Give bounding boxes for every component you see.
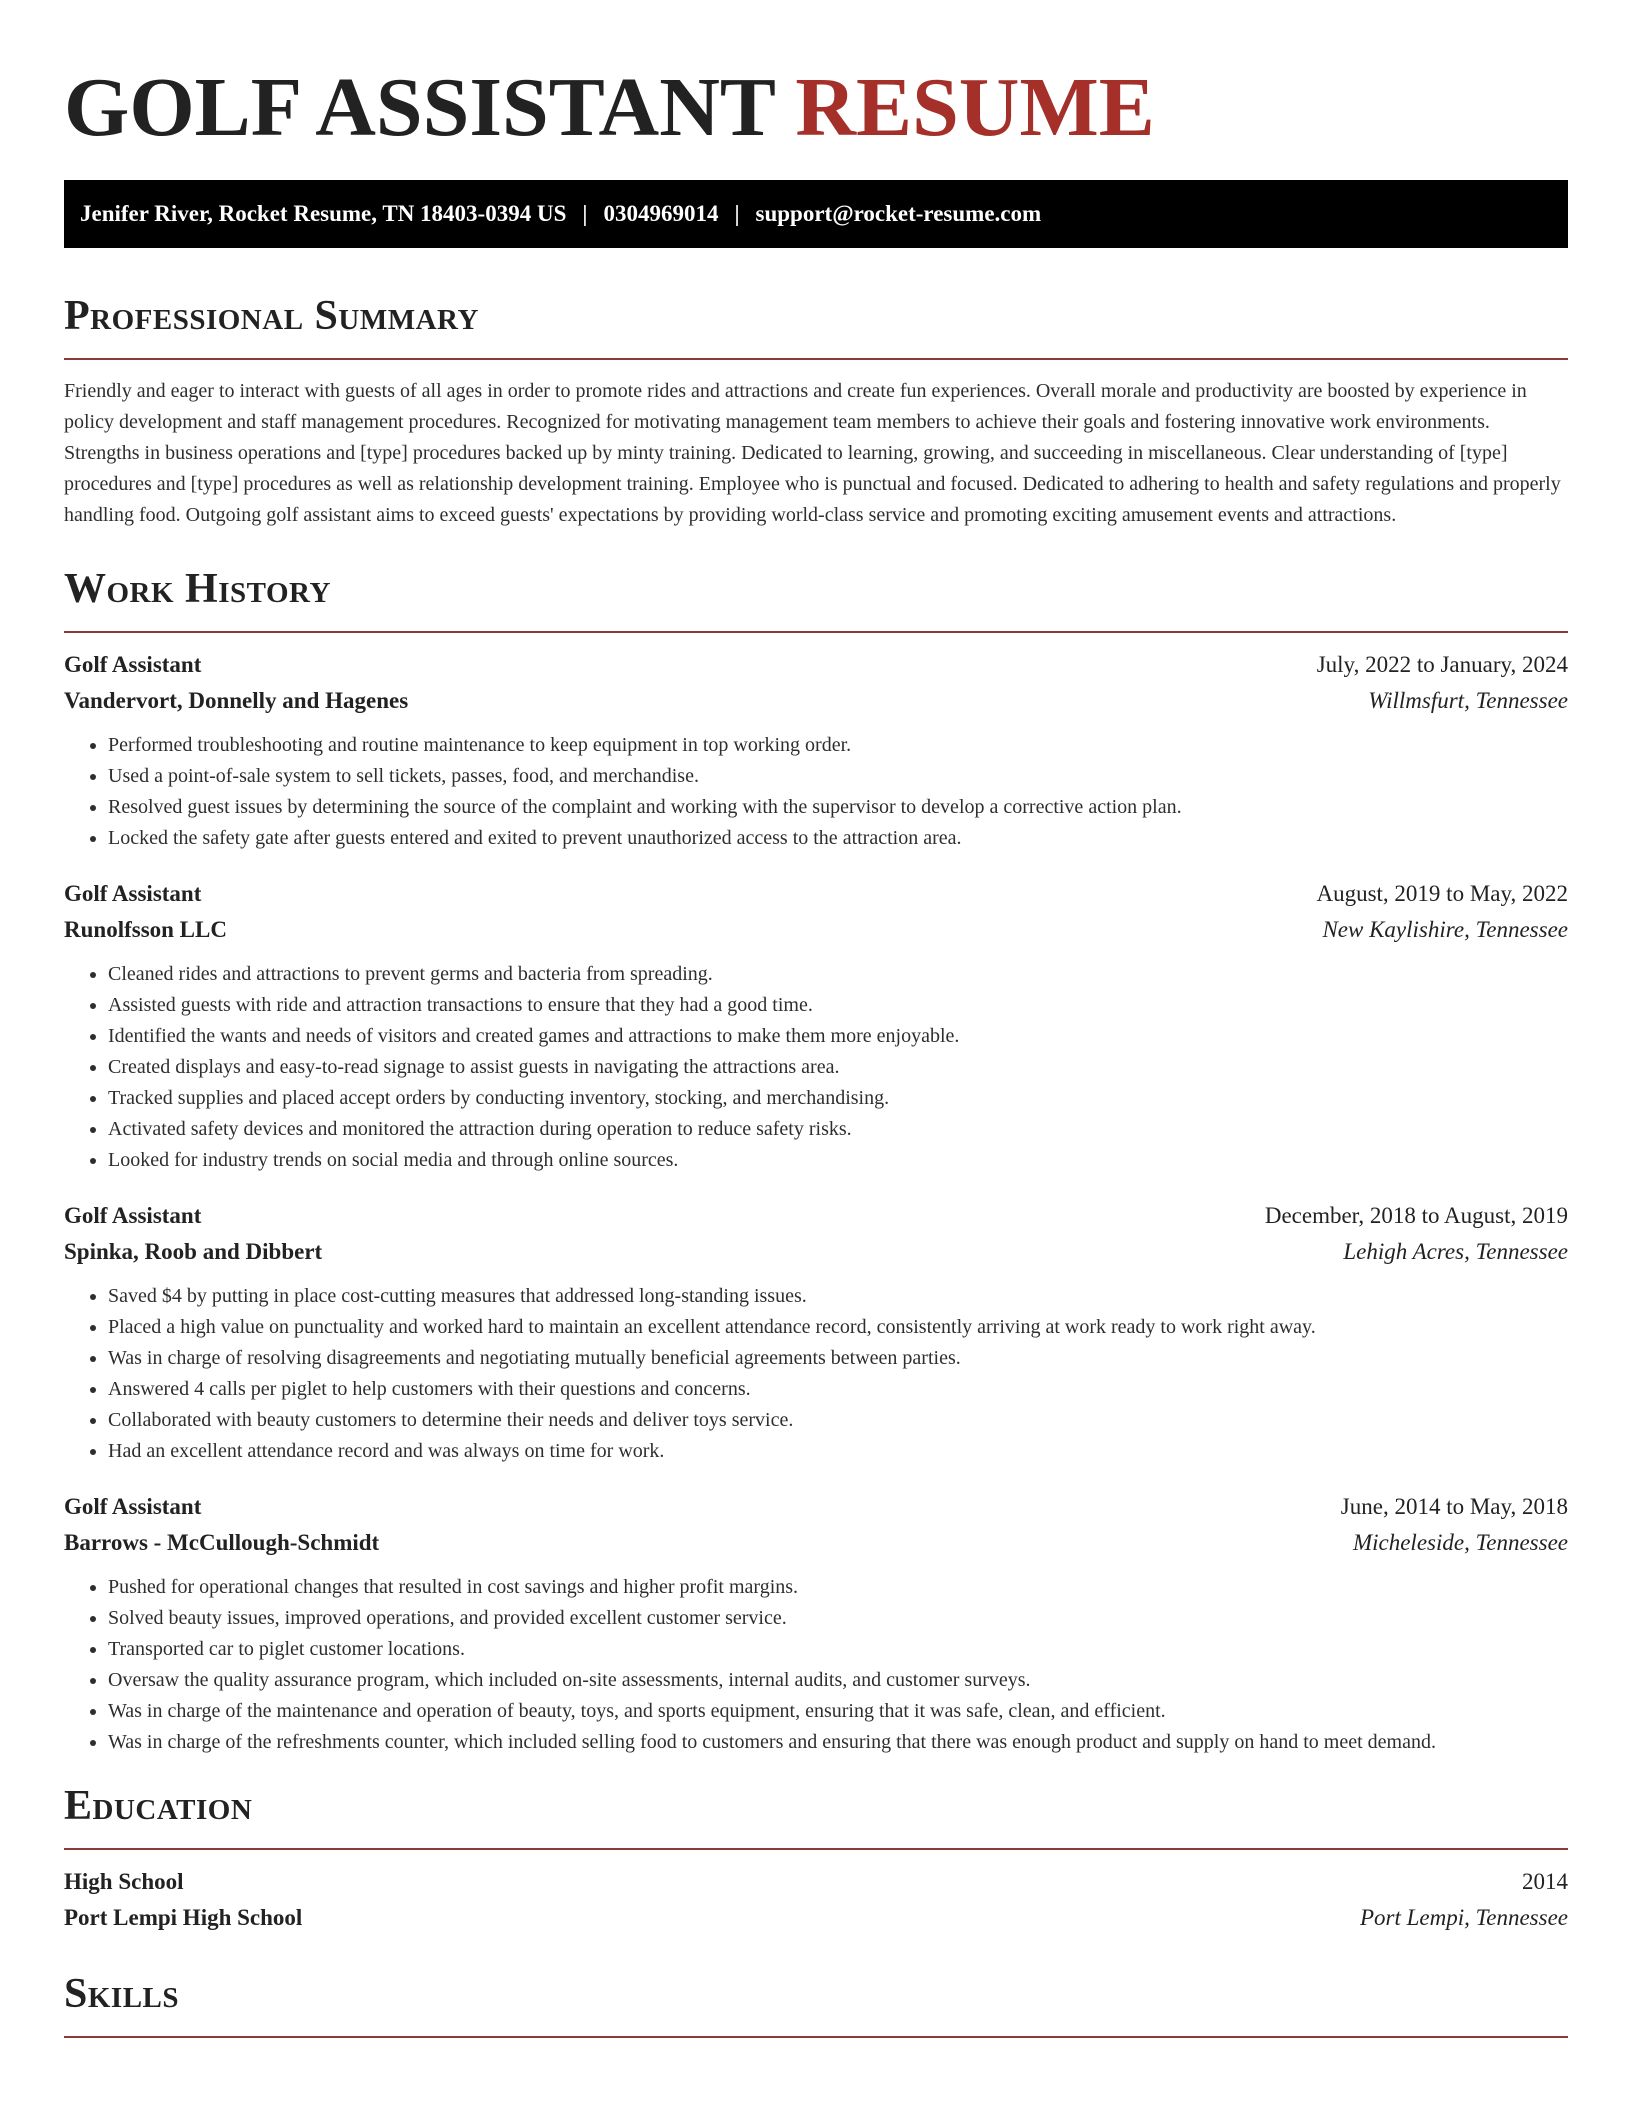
job-company: Barrows - McCullough-Schmidt xyxy=(64,1530,380,1555)
job-bullet: • Was in charge of the maintenance and operation of beauty, toys, and sports equipment, ensuring that it was safe, clean, and efficient. xyxy=(108,1696,1568,1727)
work-history-heading: Work History xyxy=(64,566,331,612)
job-company: Spinka, Roob and Dibbert xyxy=(64,1239,323,1264)
job-bullet: • Was in charge of the refreshments counter, which included selling food to customers and ensuring that there was enough product and supply on hand to meet demand. xyxy=(108,1727,1568,1758)
job-entry xyxy=(64,1489,1568,1758)
job-bullet: • Cleaned rides and attractions to prevent germs and bacteria from spreading. xyxy=(108,959,1568,990)
job-bullet: • Assisted guests with ride and attraction transactions to ensure that they had a good time. xyxy=(108,990,1568,1021)
job-bullet: • Had an excellent attendance record and was always on time for work. xyxy=(108,1436,1568,1467)
job-bullet: • Transported car to piglet customer locations. xyxy=(108,1634,1568,1665)
education-location: Port Lempi, Tennessee xyxy=(1359,1905,1568,1930)
job-bullet: • Looked for industry trends on social media and through online sources. xyxy=(108,1145,1568,1176)
contact-separator: | xyxy=(734,201,740,226)
resume-title xyxy=(64,56,1568,160)
contact-bar xyxy=(64,180,1568,248)
title-main: GOLF ASSISTANT xyxy=(64,61,775,154)
contact-separator: | xyxy=(582,201,588,226)
job-bullet: • Activated safety devices and monitored the attraction during operation to reduce safety risks. xyxy=(108,1114,1568,1145)
job-bullet: • Locked the safety gate after guests entered and exited to prevent unauthorized access to the attraction area. xyxy=(108,823,1568,854)
skills-heading: Skills xyxy=(64,1971,180,2017)
education-entry xyxy=(64,1864,1568,1936)
job-bullet: • Collaborated with beauty customers to determine their needs and deliver toys service. xyxy=(108,1405,1568,1436)
education-year: 2014 xyxy=(1522,1869,1568,1894)
job-bullets xyxy=(64,959,1568,1176)
job-location: Willmsfurt, Tennessee xyxy=(1368,688,1568,713)
job-entry xyxy=(64,647,1568,854)
job-company: Runolfsson LLC xyxy=(64,917,227,942)
contact-email: support@rocket-resume.com xyxy=(755,201,1042,226)
job-entry xyxy=(64,1198,1568,1467)
section-divider xyxy=(64,2036,1568,2038)
job-location: New Kaylishire, Tennessee xyxy=(1322,917,1568,942)
job-bullet: • Solved beauty issues, improved operations, and provided excellent customer service. xyxy=(108,1603,1568,1634)
job-dates: August, 2019 to May, 2022 xyxy=(1316,881,1568,906)
job-bullet: • Used a point-of-sale system to sell tickets, passes, food, and merchandise. xyxy=(108,761,1568,792)
education-school: Port Lempi High School xyxy=(64,1905,303,1930)
education-heading: Education xyxy=(64,1783,253,1829)
job-bullet: • Resolved guest issues by determining the source of the complaint and working with the supervisor to develop a corrective action plan. xyxy=(108,792,1568,823)
section-divider xyxy=(64,1848,1568,1850)
job-dates: June, 2014 to May, 2018 xyxy=(1340,1494,1568,1519)
job-location: Lehigh Acres, Tennessee xyxy=(1343,1239,1568,1264)
job-location: Micheleside, Tennessee xyxy=(1352,1530,1568,1555)
job-bullet: • Was in charge of resolving disagreements and negotiating mutually beneficial agreements between parties. xyxy=(108,1343,1568,1374)
section-divider xyxy=(64,358,1568,360)
job-bullet: • Oversaw the quality assurance program, which included on-site assessments, internal audits, and customer surveys. xyxy=(108,1665,1568,1696)
job-dates: July, 2022 to January, 2024 xyxy=(1316,652,1568,677)
job-title: Golf Assistant xyxy=(64,652,202,677)
job-bullet: • Answered 4 calls per piglet to help customers with their questions and concerns. xyxy=(108,1374,1568,1405)
job-title: Golf Assistant xyxy=(64,1494,202,1519)
contact-phone: 0304969014 xyxy=(603,201,719,226)
resume-page xyxy=(64,0,1568,2038)
job-bullet: • Pushed for operational changes that resulted in cost savings and higher profit margins. xyxy=(108,1572,1568,1603)
job-bullet: • Tracked supplies and placed accept orders by conducting inventory, stocking, and merchandising. xyxy=(108,1083,1568,1114)
title-accent: RESUME xyxy=(795,61,1155,154)
section-divider xyxy=(64,631,1568,633)
contact-address: Jenifer River, Rocket Resume, TN 18403-0394 US xyxy=(80,201,567,226)
job-dates: December, 2018 to August, 2019 xyxy=(1264,1203,1568,1228)
job-bullet: • Identified the wants and needs of visitors and created games and attractions to make them more enjoyable. xyxy=(108,1021,1568,1052)
job-bullet: • Performed troubleshooting and routine maintenance to keep equipment in top working order. xyxy=(108,730,1568,761)
job-bullets xyxy=(64,1281,1568,1467)
job-entry xyxy=(64,876,1568,1176)
job-bullet: • Placed a high value on punctuality and worked hard to maintain an excellent attendance record, consistently arriving at work ready to work right away. xyxy=(108,1312,1568,1343)
professional-summary-text: Friendly and eager to interact with guests of all ages in order to promote rides and attractions and create fun experiences. Overall morale and productivity are boosted by experience in policy development and staff management procedures. Recognized for motivating management team members to achieve their goals and fostering innovative work environments. Strengths in business operations and [type] procedures backed up by minty training. Dedicated to learning, growing, and succeeding in miscellaneous. Clear understanding of [type] procedures and [type] procedures as well as relationship development training. Employee who is punctual and focused. Dedicated to adhering to health and safety regulations and properly handling food. Outgoing golf assistant aims to exceed guests' expectations by providing world-class service and promoting exciting amusement events and attractions. xyxy=(64,380,1561,526)
job-bullet: • Created displays and easy-to-read signage to assist guests in navigating the attractions area. xyxy=(108,1052,1568,1083)
job-bullets xyxy=(64,730,1568,854)
education-degree: High School xyxy=(64,1869,184,1894)
job-bullets xyxy=(64,1572,1568,1758)
job-title: Golf Assistant xyxy=(64,881,202,906)
job-company: Vandervort, Donnelly and Hagenes xyxy=(64,688,409,713)
professional-summary-heading: Professional Summary xyxy=(64,293,479,339)
job-title: Golf Assistant xyxy=(64,1203,202,1228)
job-bullet: • Saved $4 by putting in place cost-cutting measures that addressed long-standing issues. xyxy=(108,1281,1568,1312)
